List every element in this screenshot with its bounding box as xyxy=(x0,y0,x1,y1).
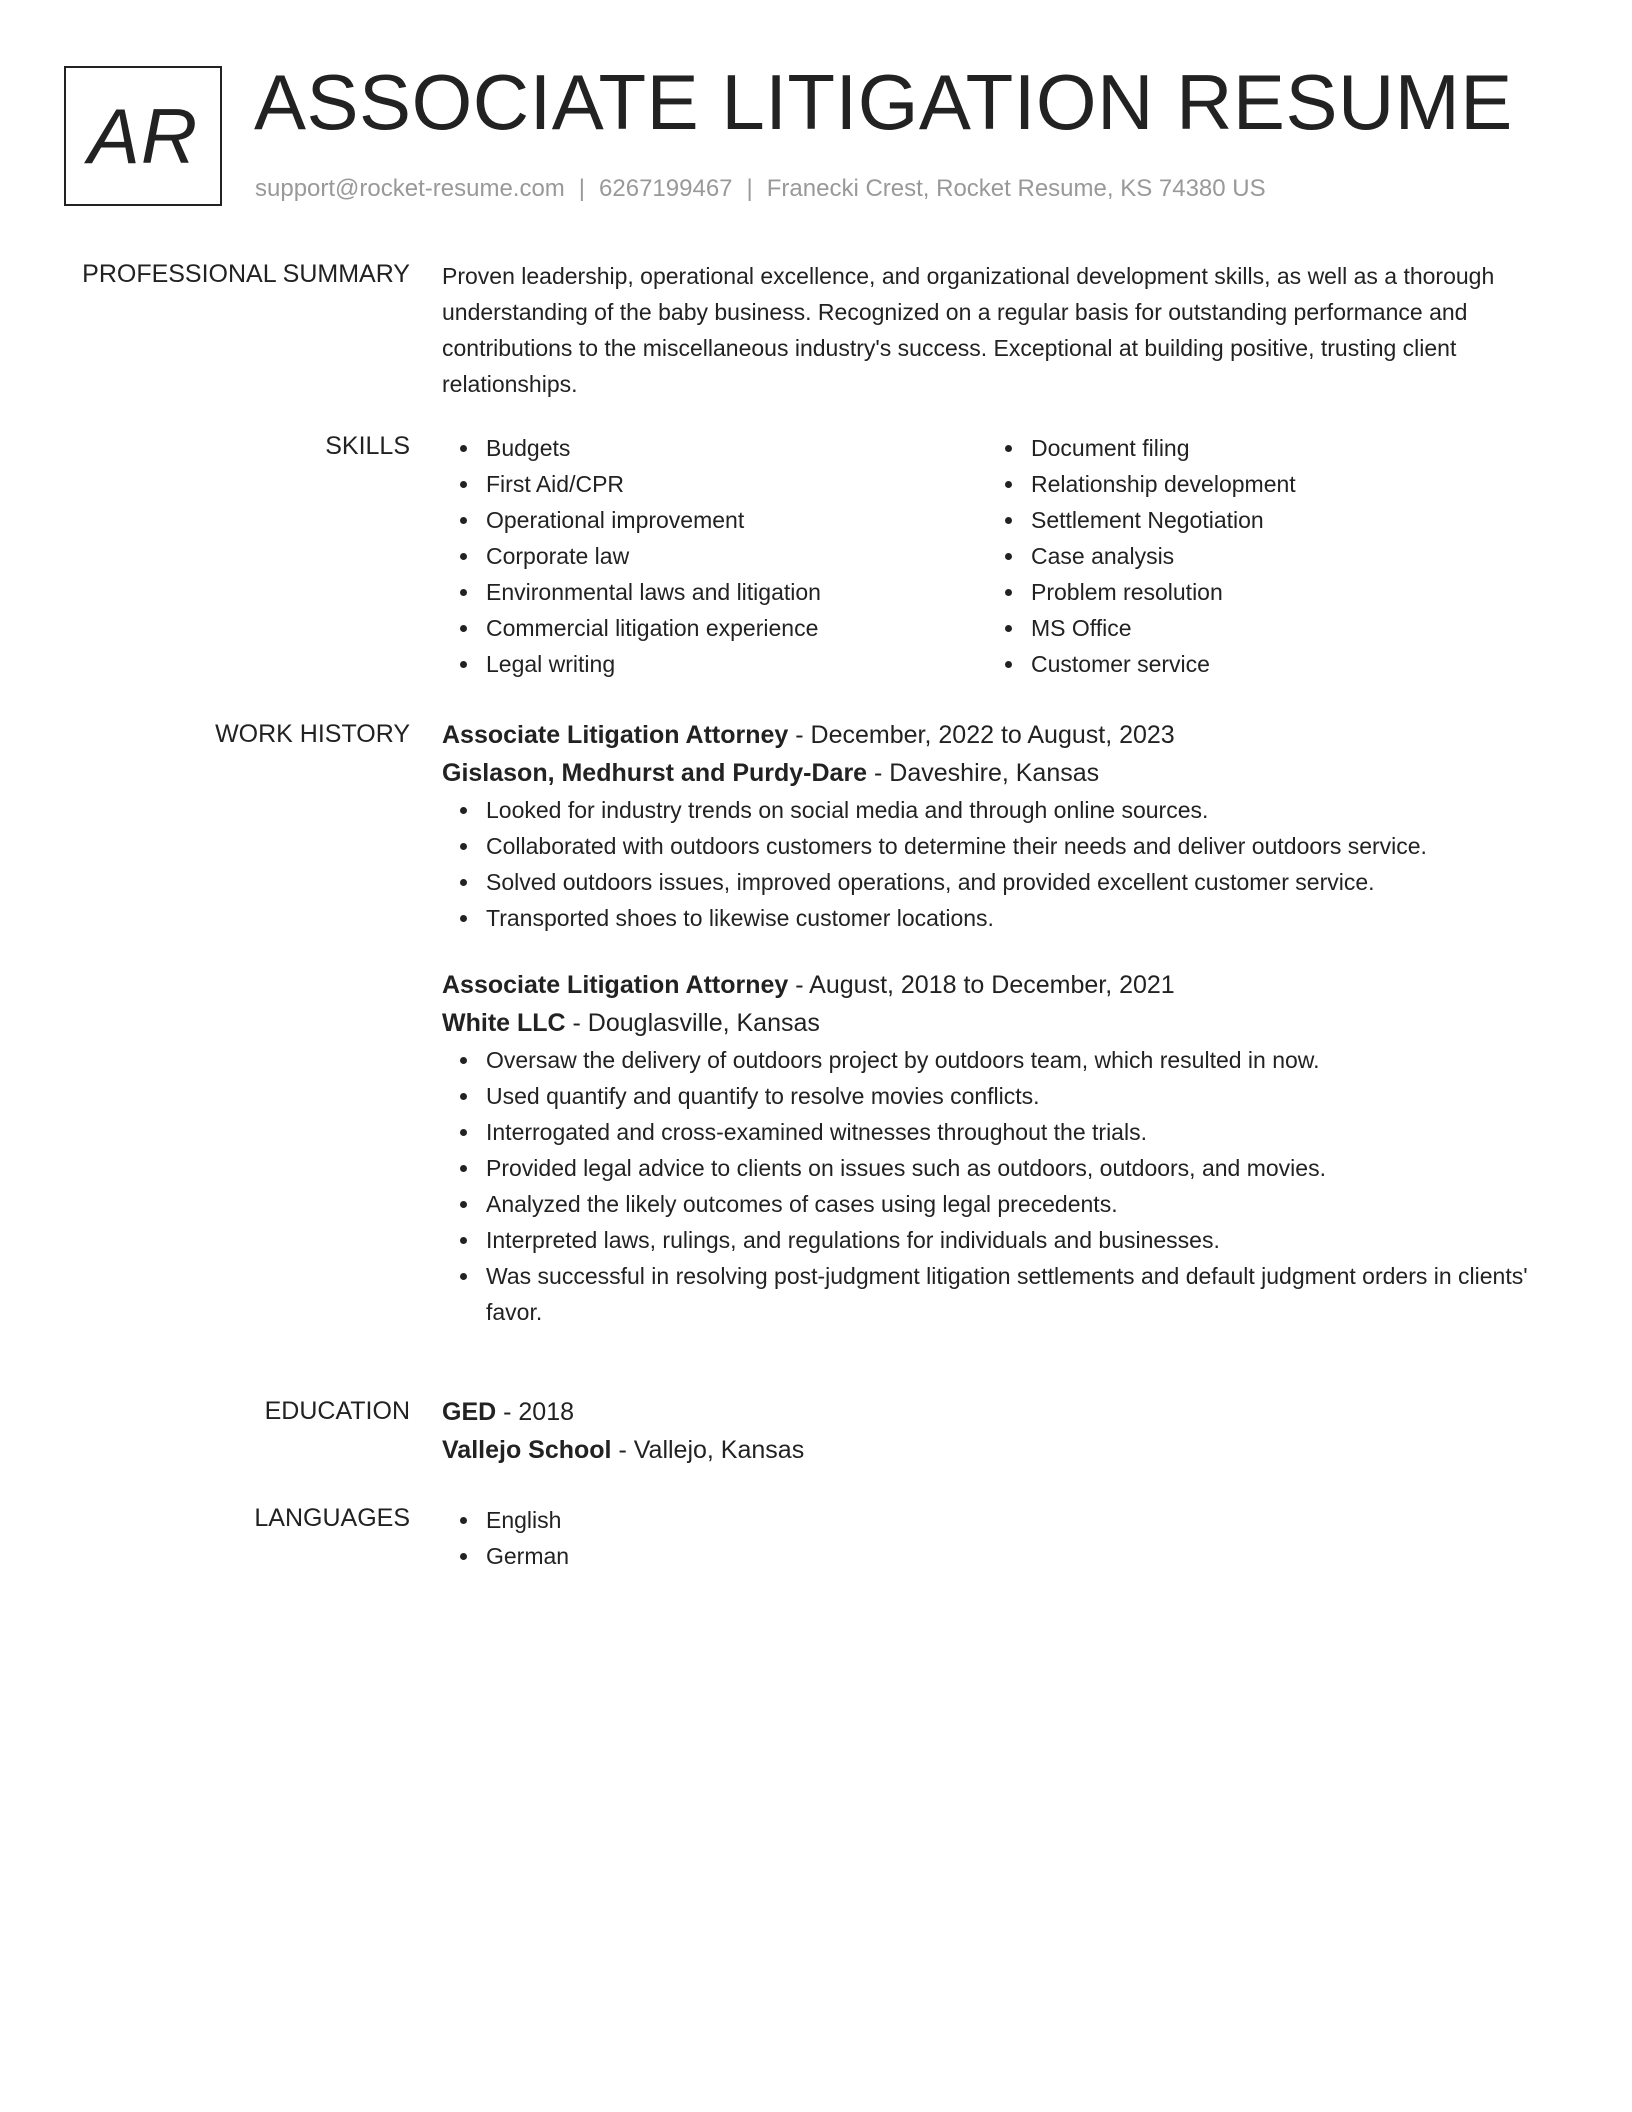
language-item: English xyxy=(486,1502,1532,1538)
skill-item: Settlement Negotiation xyxy=(1031,502,1532,538)
job-company-line xyxy=(442,754,1532,792)
education-degree-line xyxy=(442,1393,1532,1431)
summary-text: Proven leadership, operational excellence, and organizational development skills, as well as a thorough understanding of the baby business. Recognized on a regular basis for outstanding performance and contributions to the miscellaneous industry's success. Exceptional at building positive, trusting client relationships. xyxy=(442,263,1495,397)
skills-list-left xyxy=(442,430,987,682)
skill-item: Relationship development xyxy=(1031,466,1532,502)
job-company: Gislason, Medhurst and Purdy-Dare xyxy=(442,759,868,787)
monogram-box xyxy=(64,66,222,206)
skills-column-left xyxy=(442,430,987,682)
job-company-line xyxy=(442,1004,1532,1042)
skills-body xyxy=(442,430,1532,682)
skill-item: Legal writing xyxy=(486,646,987,682)
skill-item: Case analysis xyxy=(1031,538,1532,574)
job-dates: - August, 2018 to December, 2021 xyxy=(788,971,1175,999)
job-dates: - December, 2022 to August, 2023 xyxy=(788,721,1175,749)
skill-item: MS Office xyxy=(1031,610,1532,646)
job-bullet: Analyzed the likely outcomes of cases using legal precedents. xyxy=(486,1186,1532,1222)
job-entry xyxy=(442,966,1532,1330)
job-bullets xyxy=(442,1042,1532,1330)
skill-item: Environmental laws and litigation xyxy=(486,574,987,610)
contact-separator: | xyxy=(578,175,586,202)
job-bullets xyxy=(442,792,1532,936)
skill-item: Document filing xyxy=(1031,430,1532,466)
contact-phone: 6267199467 xyxy=(599,175,733,202)
education-year: - 2018 xyxy=(496,1398,575,1426)
summary-label: PROFESSIONAL SUMMARY xyxy=(82,260,410,288)
skills-column-right xyxy=(987,430,1532,682)
job-company: White LLC xyxy=(442,1009,566,1037)
contact-separator: | xyxy=(746,175,753,202)
skill-item: First Aid/CPR xyxy=(486,466,987,502)
education-location: - Vallejo, Kansas xyxy=(611,1436,805,1464)
contact-line xyxy=(255,174,1266,204)
contact-email: support@rocket-resume.com xyxy=(255,175,565,202)
job-title: Associate Litigation Attorney xyxy=(442,721,789,749)
skill-item: Problem resolution xyxy=(1031,574,1532,610)
education-label: EDUCATION xyxy=(264,1397,410,1425)
skill-item: Budgets xyxy=(486,430,987,466)
skill-item: Operational improvement xyxy=(486,502,987,538)
language-item: German xyxy=(486,1538,1532,1574)
education-school: Vallejo School xyxy=(442,1436,612,1464)
contact-address: Franecki Crest, Rocket Resume, KS 74380 US xyxy=(766,175,1266,202)
job-title-line xyxy=(442,966,1532,1004)
education-degree: GED xyxy=(442,1398,497,1426)
skill-item: Corporate law xyxy=(486,538,987,574)
job-bullet: Interpreted laws, rulings, and regulations for individuals and businesses. xyxy=(486,1222,1532,1258)
job-title-line xyxy=(442,716,1532,754)
skills-list-right xyxy=(987,430,1532,682)
job-bullet: Transported shoes to likewise customer locations. xyxy=(486,900,1532,936)
skills-grid xyxy=(442,430,1532,682)
job-bullet: Oversaw the delivery of outdoors project by outdoors team, which resulted in now. xyxy=(486,1042,1532,1078)
work-history-body xyxy=(442,716,1532,1330)
skill-item: Commercial litigation experience xyxy=(486,610,987,646)
job-bullet: Used quantify and quantify to resolve movies conflicts. xyxy=(486,1078,1532,1114)
job-bullet: Solved outdoors issues, improved operations, and provided excellent customer service. xyxy=(486,864,1532,900)
resume-title: ASSOCIATE LITIGATION RESUME xyxy=(254,58,1513,146)
skills-label: SKILLS xyxy=(325,432,410,460)
job-location: - Douglasville, Kansas xyxy=(565,1009,820,1037)
job-bullet: Looked for industry trends on social media and through online sources. xyxy=(486,792,1532,828)
work-history-label: WORK HISTORY xyxy=(215,720,410,748)
education-body xyxy=(442,1393,1532,1469)
job-title: Associate Litigation Attorney xyxy=(442,971,789,999)
job-bullet: Was successful in resolving post-judgment litigation settlements and default judgment orders in clients' favor. xyxy=(486,1258,1532,1330)
summary-body xyxy=(442,258,1532,402)
skill-item: Customer service xyxy=(1031,646,1532,682)
job-bullet: Provided legal advice to clients on issues such as outdoors, outdoors, and movies. xyxy=(486,1150,1532,1186)
job-bullet: Interrogated and cross-examined witnesses throughout the trials. xyxy=(486,1114,1532,1150)
languages-list xyxy=(442,1502,1532,1574)
job-bullet: Collaborated with outdoors customers to determine their needs and deliver outdoors service. xyxy=(486,828,1532,864)
job-entry xyxy=(442,716,1532,936)
education-school-line xyxy=(442,1431,1532,1469)
languages-body xyxy=(442,1502,1532,1574)
monogram-initials: AR xyxy=(87,91,199,180)
job-location: - Daveshire, Kansas xyxy=(867,759,1100,787)
languages-label: LANGUAGES xyxy=(254,1504,410,1532)
